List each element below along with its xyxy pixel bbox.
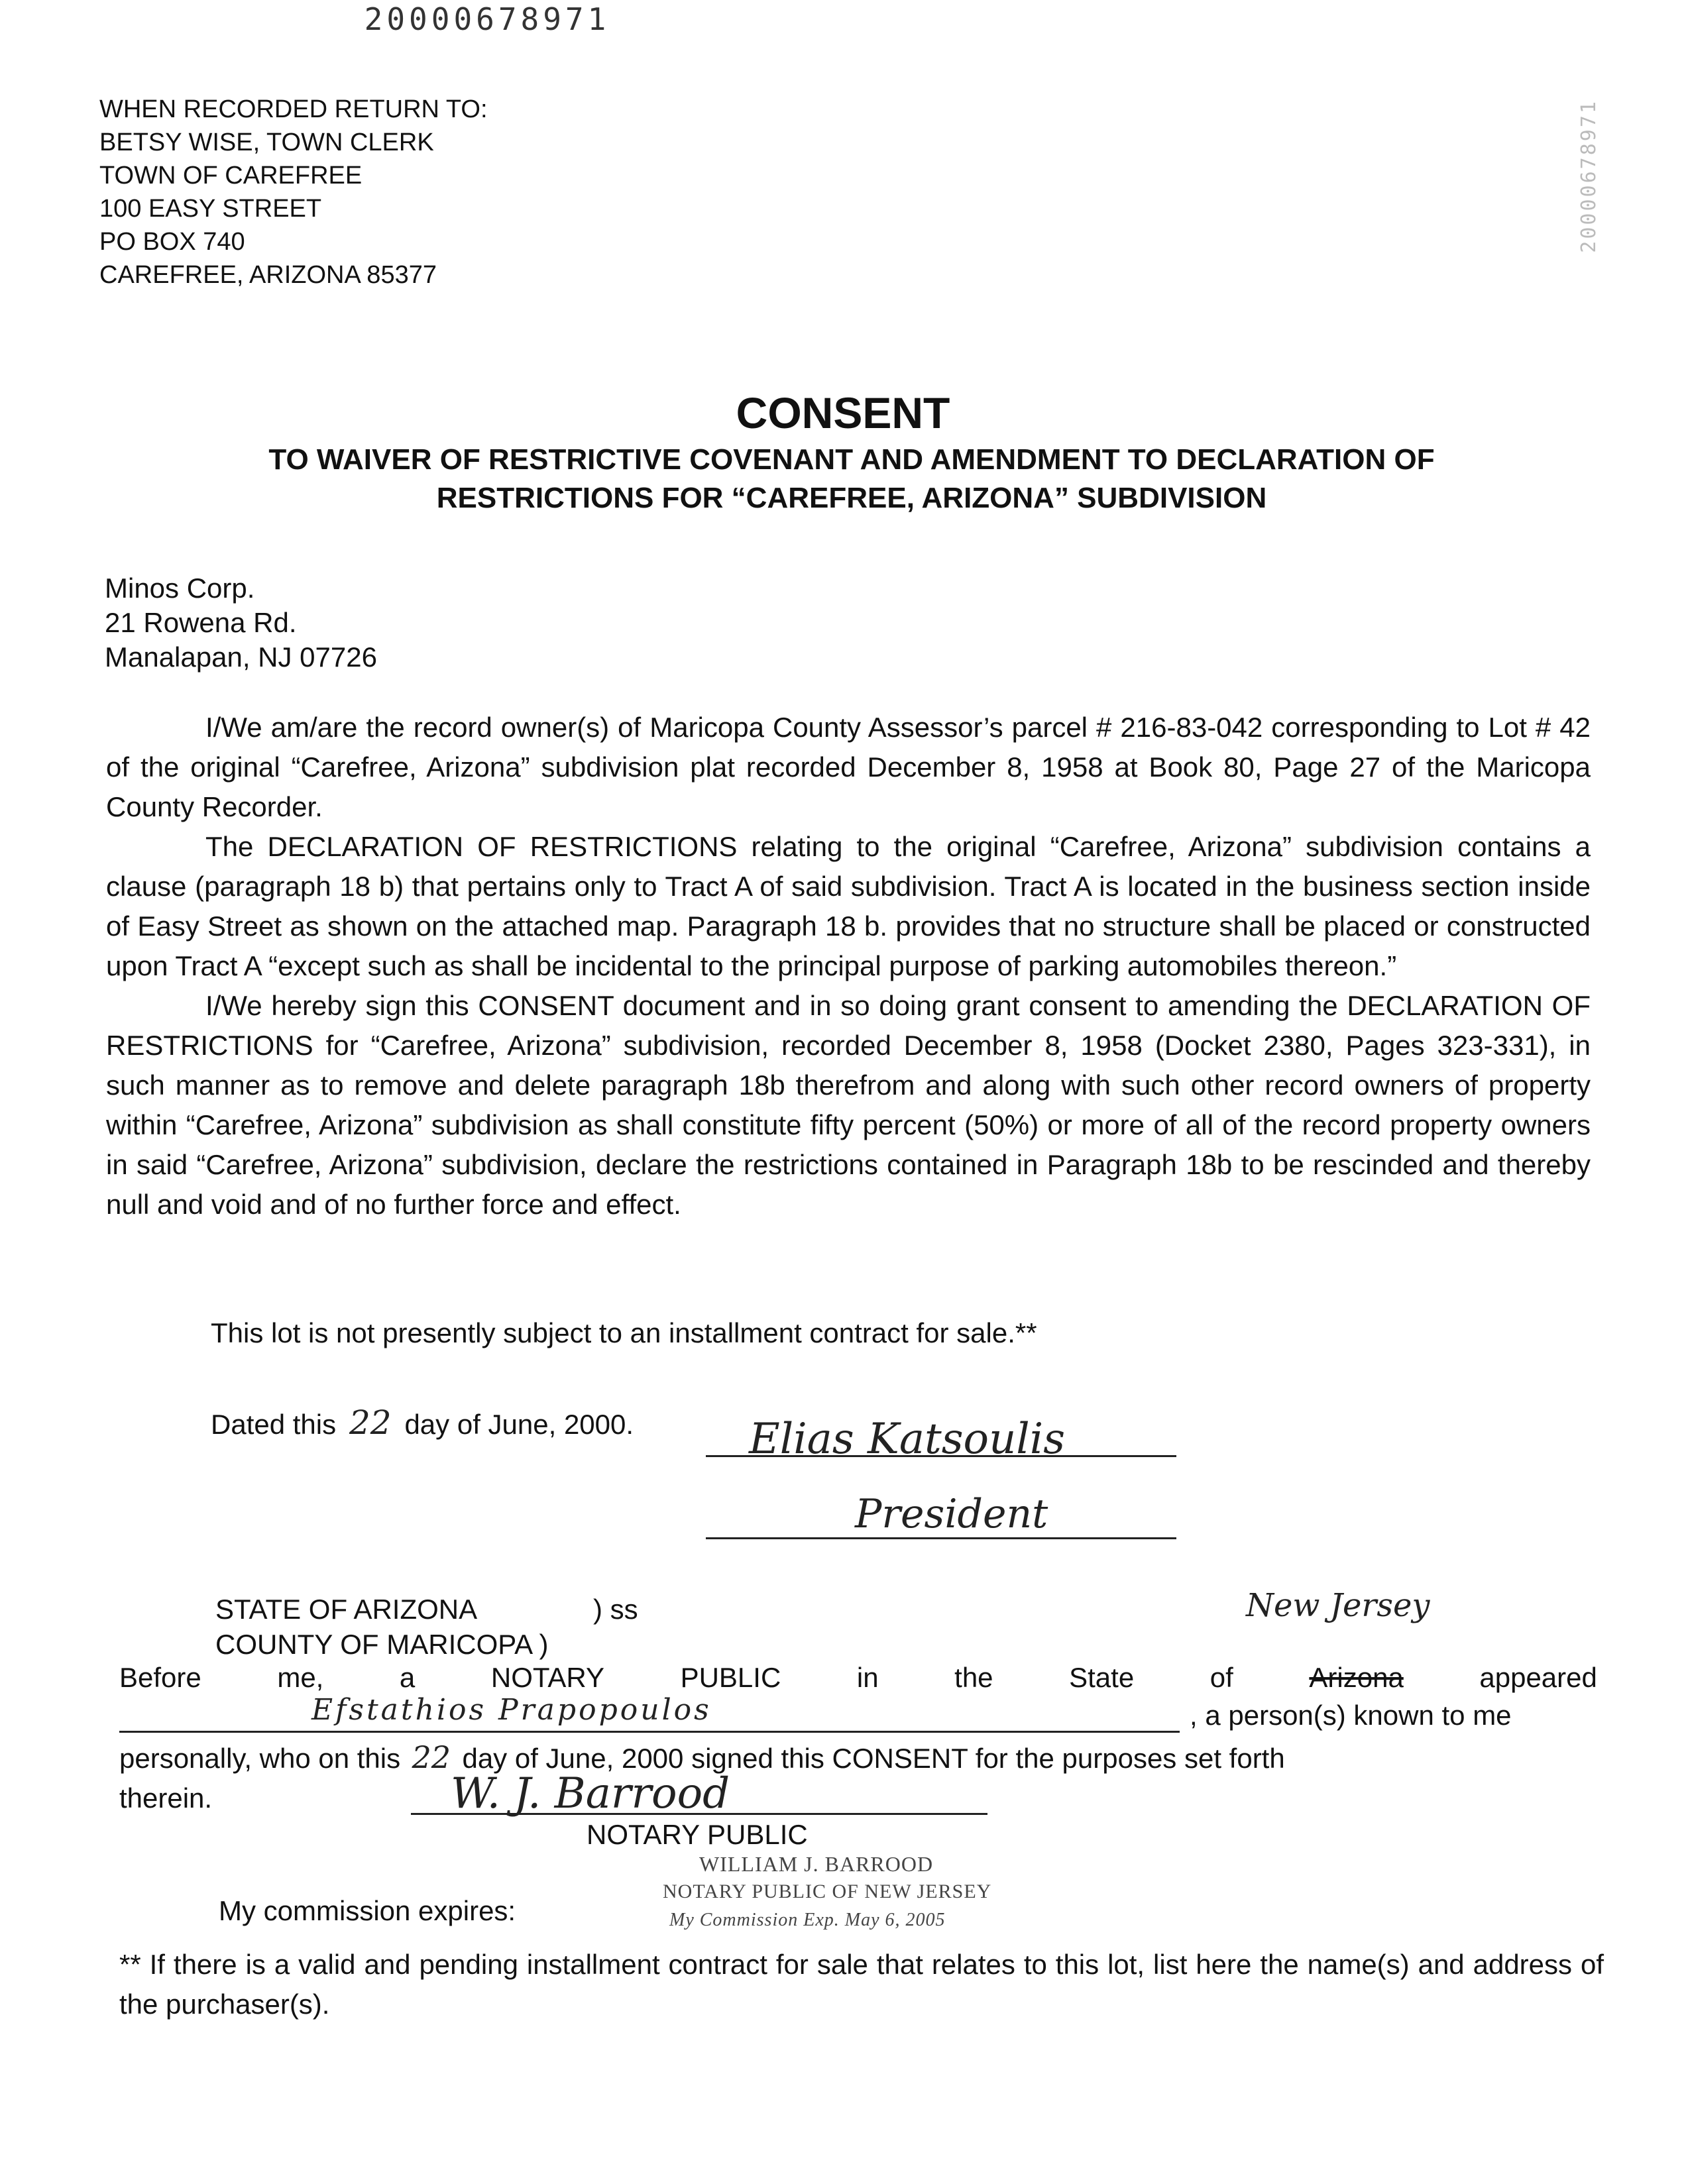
dated-line bbox=[211, 1403, 634, 1442]
dated-suffix: day of June, 2000. bbox=[404, 1409, 634, 1440]
dated-prefix: Dated this bbox=[211, 1409, 337, 1440]
owner-address bbox=[105, 571, 377, 675]
dated-day: 22 bbox=[349, 1403, 392, 1442]
handwritten-state: New Jersey bbox=[1246, 1587, 1430, 1624]
paragraph-ownership: I/We am/are the record owner(s) of Maricopa County Assessor’s parcel # 216-83-042 corresponding to Lot # 42 of the original “Carefree, Arizona” subdivision plat recorded December 8, 1958 at Book 80, Page 27 of the Maricopa County Recorder. bbox=[106, 712, 1591, 822]
stamp-line: WILLIAM J. BARROOD bbox=[699, 1852, 934, 1876]
stamp-line: My Commission Exp. May 6, 2005 bbox=[669, 1910, 946, 1930]
word: State bbox=[1069, 1662, 1135, 1693]
return-line: CAREFREE, ARIZONA 85377 bbox=[99, 261, 437, 289]
notary-public-label: NOTARY PUBLIC bbox=[587, 1819, 808, 1850]
owner-name: Minos Corp. bbox=[105, 573, 255, 604]
return-line: WHEN RECORDED RETURN TO: bbox=[99, 95, 488, 123]
struck-state: Arizona bbox=[1309, 1662, 1404, 1693]
owner-city: Manalapan, NJ 07726 bbox=[105, 641, 377, 673]
document-title: CONSENT bbox=[736, 388, 950, 437]
return-line: 100 EASY STREET bbox=[99, 195, 322, 223]
consent-body bbox=[106, 708, 1591, 1225]
before-me-line bbox=[119, 1662, 1597, 1694]
word: NOTARY bbox=[490, 1662, 604, 1693]
return-line: PO BOX 740 bbox=[99, 228, 245, 256]
return-line: BETSY WISE, TOWN CLERK bbox=[99, 129, 434, 156]
commission-label: My commission expires: bbox=[219, 1895, 516, 1926]
stamp-line: NOTARY PUBLIC OF NEW JERSEY bbox=[663, 1881, 992, 1902]
return-line: TOWN OF CAREFREE bbox=[99, 162, 363, 190]
paragraph-declaration: The DECLARATION OF RESTRICTIONS relating to the original “Carefree, Arizona” subdivision contains a clause (paragraph 18 b) that pertains only to Tract A of said subdivision. Tract A is located in the business section inside of Easy Street as shown on the attached map. Paragraph 18 b. provides that no structure shall be placed or constructed upon Tract A “except such as shall be incidental to the principal purpose of parking automobiles thereon.” bbox=[106, 831, 1591, 981]
county-line: COUNTY OF MARICOPA ) bbox=[215, 1629, 549, 1660]
footnote: ** If there is a valid and pending installment contract for sale that relates to this lot, list here the name(s) and address of the purchaser(s). bbox=[119, 1949, 1604, 2020]
therein-text: therein. bbox=[119, 1782, 213, 1814]
personally-line bbox=[119, 1739, 1597, 1775]
word: a bbox=[399, 1662, 416, 1693]
ss-mark: ) ss bbox=[593, 1594, 638, 1625]
word: the bbox=[954, 1662, 993, 1693]
owner-street: 21 Rowena Rd. bbox=[105, 607, 297, 638]
person-name: Efstathios Prapopoulos bbox=[311, 1693, 712, 1727]
known-text: , a person(s) known to me bbox=[1190, 1700, 1512, 1731]
title-line bbox=[706, 1537, 1176, 1539]
personally-suffix: day of June, 2000 signed this CONSENT for the purposes set forth bbox=[462, 1743, 1285, 1774]
notary-sig-line bbox=[411, 1813, 987, 1815]
word: in bbox=[856, 1662, 879, 1693]
return-address-block bbox=[99, 93, 488, 292]
word: PUBLIC bbox=[680, 1662, 781, 1693]
document-subtitle: TO WAIVER OF RESTRICTIVE COVENANT AND AMENDMENT TO DECLARATION OF RESTRICTIONS FOR “CAREFREE, ARIZONA” SUBDIVISION bbox=[268, 443, 1435, 514]
word: of bbox=[1209, 1662, 1233, 1693]
word: appeared bbox=[1479, 1662, 1597, 1693]
personally-prefix: personally, who on this bbox=[119, 1743, 401, 1774]
word: me, bbox=[277, 1662, 324, 1693]
document-number: 20000678971 bbox=[364, 1, 610, 37]
paragraph-consent: I/We hereby sign this CONSENT document and in so doing grant consent to amending the DECLARATION OF RESTRICTIONS for “Carefree, Arizona” subdivision, recorded December 8, 1958 (Docket 2380, Pages 323-331), in such manner as to remove and delete paragraph 18b therefrom and along with such other record owners of property within “Carefree, Arizona” subdivision as shall constitute fifty percent (50%) or more of all of the record property owners in said “Carefree, Arizona” subdivision, declare the restrictions contained in Paragraph 18b to be rescinded and thereby null and void and of no further force and effect. bbox=[106, 990, 1591, 1220]
personally-day: 22 bbox=[412, 1739, 451, 1775]
signature-line bbox=[706, 1455, 1176, 1457]
signer-signature: Elias Katsoulis bbox=[749, 1415, 1066, 1464]
side-recording-number: 20000678971 bbox=[1577, 99, 1601, 253]
notary-signature: W. J. Barrood bbox=[451, 1769, 730, 1818]
person-line bbox=[119, 1731, 1180, 1733]
installment-statement: This lot is not presently subject to an installment contract for sale.** bbox=[211, 1317, 1037, 1348]
state-line bbox=[215, 1594, 477, 1625]
signer-title: President bbox=[855, 1491, 1048, 1537]
state-label: STATE OF ARIZONA bbox=[215, 1594, 478, 1625]
word: Before bbox=[119, 1662, 201, 1693]
